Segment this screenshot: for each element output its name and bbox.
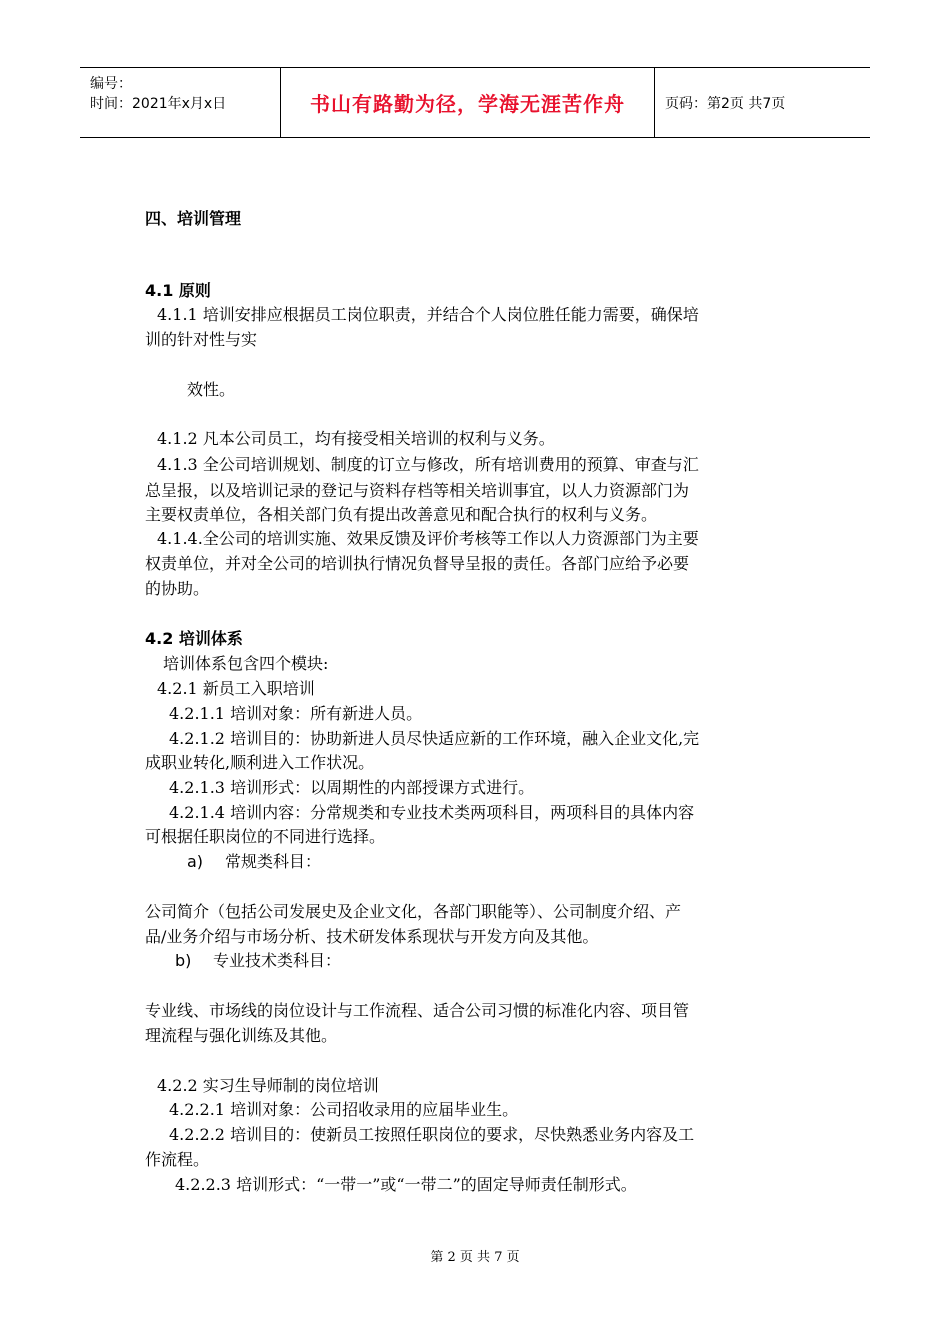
para-4-2-1-3: 4.2.1.3 培训形式：以周期性的内部授课方式进行。 bbox=[169, 778, 535, 797]
heading-4-1: 4.1 原则 bbox=[145, 281, 211, 300]
section-title: 四、培训管理 bbox=[145, 209, 242, 228]
para-4-2-2-2-line-1: 4.2.2.2 培训目的：使新员工按照任职岗位的要求，尽快熟悉业务内容及工 bbox=[169, 1125, 695, 1144]
para-4-2-2-1: 4.2.2.1 培训对象：公司招收录用的应届毕业生。 bbox=[169, 1100, 519, 1119]
list-title-b: 专业技术类科目： bbox=[213, 951, 342, 970]
list-title-a: 常规类科目： bbox=[225, 852, 322, 871]
para-4-1-3-line-1: 4.1.3 全公司培训规划、制度的订立与修改，所有培训费用的预算、审查与汇 bbox=[157, 455, 699, 474]
para-4-2-1-4-line-1: 4.2.1.4 培训内容：分常规类和专业技术类两项科目，两项科目的具体内容 bbox=[169, 803, 695, 822]
header-number-label: 编号： bbox=[90, 76, 132, 92]
para-4-2-1-2-line-1: 4.2.1.2 培训目的：协助新进人员尽快适应新的工作环境，融入企业文化,完 bbox=[169, 729, 700, 748]
para-4-2-1-2-line-2: 成职业转化,顺利进入工作状况。 bbox=[145, 753, 375, 772]
para-4-1-1-line-1: 4.1.1 培训安排应根据员工岗位职责，并结合个人岗位胜任能力需要，确保培 bbox=[157, 305, 699, 324]
heading-4-2: 4.2 培训体系 bbox=[145, 629, 243, 648]
list-label-b: b) bbox=[175, 951, 192, 970]
para-b-text-line-1: 专业线、市场线的岗位设计与工作流程、适合公司习惯的标准化内容、项目管 bbox=[145, 1001, 690, 1020]
para-4-2-1-4-line-2: 可根据任职岗位的不同进行选择。 bbox=[145, 827, 386, 846]
header-meta-cell bbox=[80, 68, 281, 137]
page-footer bbox=[0, 1246, 950, 1265]
para-b-text-line-2: 理流程与强化训练及其他。 bbox=[145, 1026, 338, 1045]
header-page-info: 页码：第2页 共7页 bbox=[665, 95, 786, 112]
para-4-1-2: 4.1.2 凡本公司员工，均有接受相关培训的权利与义务。 bbox=[157, 429, 555, 448]
para-4-2-1: 4.2.1 新员工入职培训 bbox=[157, 679, 315, 698]
para-4-1-4-line-3: 的协助。 bbox=[145, 579, 210, 598]
para-4-1-4-line-1: 4.1.4.全公司的培训实施、效果反馈及评价考核等工作以人力资源部门为主要 bbox=[157, 529, 699, 548]
page-header bbox=[80, 67, 870, 138]
para-a-text-line-1: 公司简介（包括公司发展史及企业文化，各部门职能等）、公司制度介绍、产 bbox=[145, 902, 682, 921]
para-4-1-3-line-2: 总呈报，以及培训记录的登记与资料存档等相关培训事宜，以人力资源部门为 bbox=[145, 481, 690, 500]
para-4-2-2: 4.2.2 实习生导师制的岗位培训 bbox=[157, 1076, 379, 1095]
para-4-1-1-line-3: 效性。 bbox=[187, 380, 236, 399]
list-label-a: a) bbox=[187, 852, 204, 871]
header-motto: 书山有路勤为径，学海无涯苦作舟 bbox=[310, 92, 625, 116]
para-4-2-intro: 培训体系包含四个模块: bbox=[163, 654, 329, 673]
para-4-2-2-3: 4.2.2.3 培训形式：“一带一”或“一带二”的固定导师责任制形式。 bbox=[175, 1175, 637, 1194]
para-4-1-4-line-2: 权责单位，并对全公司的培训执行情况负督导呈报的责任。各部门应给予必要 bbox=[145, 554, 690, 573]
para-4-1-1-line-2: 训的针对性与实 bbox=[145, 330, 258, 349]
header-motto-cell bbox=[281, 68, 655, 137]
para-4-1-3-line-3: 主要权责单位，各相关部门负有提出改善意见和配合执行的权利与义务。 bbox=[145, 505, 658, 524]
para-4-2-2-2-line-2: 作流程。 bbox=[145, 1150, 210, 1169]
para-a-text-line-2: 品/业务介绍与市场分析、技术研发体系现状与开发方向及其他。 bbox=[145, 927, 599, 946]
footer-page-number: 第 2 页 共 7 页 bbox=[430, 1250, 520, 1265]
header-time-label: 时间：2021年x月x日 bbox=[90, 96, 227, 112]
para-4-2-1-1: 4.2.1.1 培训对象：所有新进人员。 bbox=[169, 704, 423, 723]
header-page-cell bbox=[655, 68, 870, 137]
